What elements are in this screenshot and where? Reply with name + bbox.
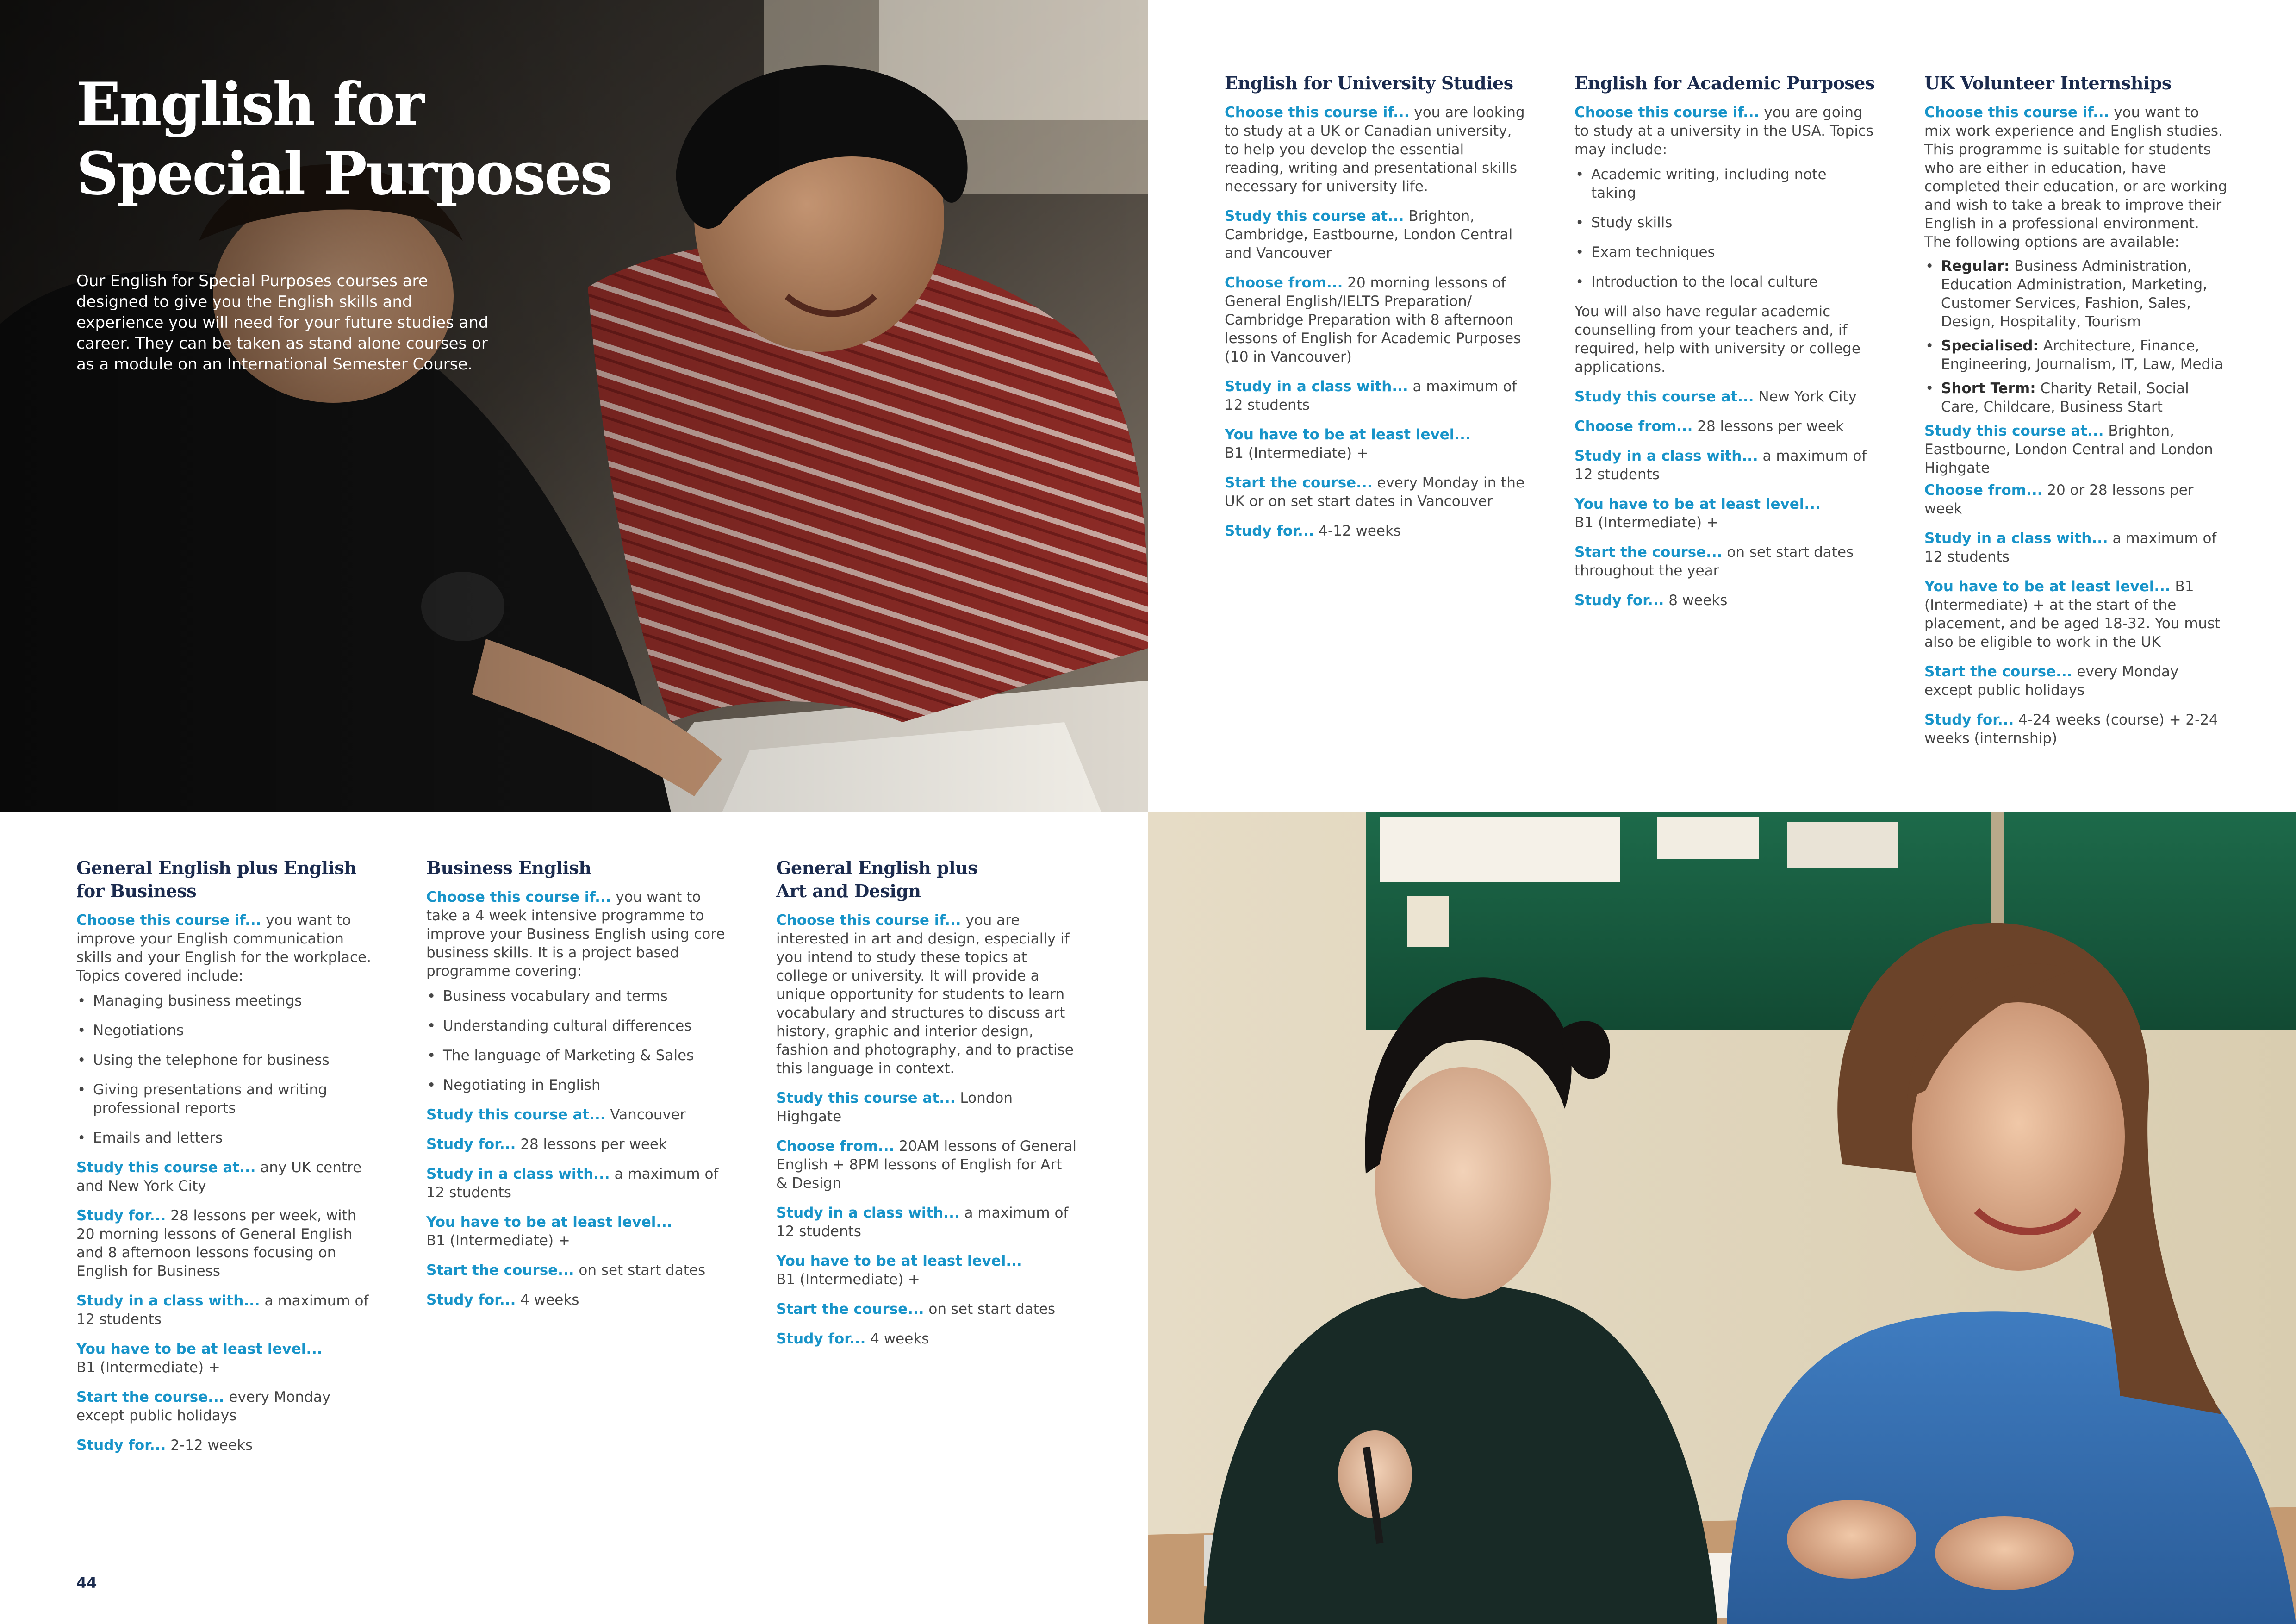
- course-general-english-business: [76, 856, 377, 1466]
- start-label: Start the course...: [76, 1389, 224, 1405]
- choose-from-value: 20 or 28 lessons per week: [1924, 482, 2194, 517]
- choose-if: [76, 911, 377, 985]
- study-at-label: Study this course at...: [426, 1106, 606, 1123]
- choose-if: [1924, 103, 2230, 251]
- duration: [1225, 522, 1525, 540]
- choose-if-label: Choose this course if...: [426, 889, 611, 906]
- level: [776, 1252, 1077, 1289]
- choose-from-label: Choose from...: [1574, 418, 1693, 435]
- study-at-value: Brighton, Cambridge, Eastbourne, London Central and Vancouver: [1225, 208, 1513, 262]
- study-at-label: Study this course at...: [776, 1090, 956, 1106]
- course-heading: [776, 856, 1077, 903]
- title-line-2: Special Purposes: [76, 139, 612, 208]
- course-heading: English for Academic Purposes: [1574, 73, 1875, 94]
- class-size: [1924, 529, 2230, 566]
- topic-list: [426, 987, 727, 1094]
- list-item: • Exam techniques: [1574, 243, 1875, 262]
- course-business-english: [426, 856, 727, 1320]
- start-value: on set start dates throughout the year: [1574, 544, 1854, 579]
- lessons-label: Study for...: [76, 1207, 166, 1224]
- level-label: You have to be at least level...: [1574, 496, 1821, 512]
- options-list: [1924, 257, 2230, 416]
- study-at: [76, 1158, 377, 1195]
- study-at: [426, 1106, 727, 1124]
- option-name: Short Term:: [1941, 380, 2036, 397]
- heading-line-2: Art and Design: [776, 881, 921, 901]
- course-uk-volunteer-internships: [1924, 72, 2230, 759]
- level-value: B1 (Intermediate) +: [1225, 445, 1369, 462]
- start-label: Start the course...: [426, 1262, 574, 1279]
- study-at-label: Study this course at...: [1225, 208, 1404, 225]
- class-size-label: Study in a class with...: [776, 1205, 960, 1221]
- choose-if-label: Choose this course if...: [776, 912, 961, 929]
- start: [426, 1261, 727, 1280]
- study-at-value: Brighton, Eastbourne, London Central and London Highgate: [1924, 423, 2213, 476]
- level-label: You have to be at least level...: [426, 1214, 672, 1230]
- class-size-label: Study in a class with...: [76, 1293, 260, 1309]
- duration-value: 4-24 weeks (course) + 2-24 weeks (internship): [1924, 712, 2218, 747]
- study-at-label: Study this course at...: [76, 1159, 256, 1176]
- start-label: Start the course...: [1924, 663, 2072, 680]
- list-item: • Using the telephone for business: [76, 1051, 377, 1069]
- class-size-label: Study in a class with...: [1924, 530, 2108, 547]
- start: [1225, 474, 1525, 511]
- duration-label: Study for...: [426, 1292, 516, 1308]
- duration: [76, 1436, 377, 1455]
- list-item: • Understanding cultural differences: [426, 1017, 727, 1035]
- list-item: [1924, 257, 2230, 331]
- start-value: every Monday in the UK or on set start dates in Vancouver: [1225, 475, 1525, 510]
- start: [776, 1300, 1077, 1318]
- page-number: 44: [76, 1574, 97, 1592]
- lessons: [76, 1206, 377, 1280]
- study-at-value: any UK centre and New York City: [76, 1159, 362, 1194]
- choose-from: [1924, 481, 2230, 518]
- choose-if-value: you want to improve your English communication skills and your English for the workplace. Topics covered include:: [76, 912, 371, 984]
- class-size-value: a maximum of 12 students: [776, 1205, 1069, 1240]
- duration: [1574, 591, 1875, 610]
- start-value: every Monday except public holidays: [1924, 663, 2179, 699]
- choose-from-label: Choose from...: [776, 1138, 895, 1155]
- lessons: [426, 1135, 727, 1154]
- class-size-label: Study in a class with...: [1225, 378, 1408, 395]
- choose-if-value: you are interested in art and design, especially if you intend to study these topics at college or university. It will provide a unique opportunity for students to learn vocabulary and structures to discuss art history, graphic and interior design, fashion and photography, and to practise this language in context.: [776, 912, 1074, 1077]
- level: [1574, 495, 1875, 532]
- course-english-university-studies: [1225, 72, 1525, 551]
- class-size: [1225, 377, 1525, 414]
- course-heading: English for University Studies: [1225, 73, 1513, 94]
- choose-if: [1574, 103, 1875, 159]
- start: [1924, 662, 2230, 700]
- class-size: [1574, 447, 1875, 484]
- list-item: • The language of Marketing & Sales: [426, 1046, 727, 1065]
- choose-if: [426, 888, 727, 981]
- course-heading: [76, 856, 377, 903]
- choose-from-value: 28 lessons per week: [1692, 418, 1844, 435]
- list-item: • Giving presentations and writing professional reports: [76, 1081, 377, 1118]
- list-item: • Negotiations: [76, 1021, 377, 1040]
- level: [426, 1213, 727, 1250]
- level: [1924, 577, 2230, 651]
- start: [76, 1388, 377, 1425]
- choose-if-value: you want to mix work experience and English studies. This programme is suitable for students who are either in education, have completed their education, or are working and wish to take a break to improve their English in a professional environment. The following options are available:: [1924, 104, 2228, 250]
- option-name: Regular:: [1941, 258, 2010, 275]
- duration-value: 4 weeks: [516, 1292, 579, 1308]
- choose-if-label: Choose this course if...: [1574, 104, 1760, 121]
- choose-if-label: Choose this course if...: [1225, 104, 1410, 121]
- level-value: B1 (Intermediate) +: [776, 1271, 920, 1288]
- list-item: • Introduction to the local culture: [1574, 273, 1875, 291]
- option-text: Business Administration, Education Administration, Marketing, Customer Services, Fashion, Sales, Design, Hospitality, Tourism: [1941, 258, 2208, 330]
- option-text: Charity Retail, Social Care, Childcare, Business Start: [1941, 380, 2189, 415]
- choose-from-value: 20 morning lessons of General English/IELTS Preparation/ Cambridge Preparation with 8 afternoon lessons of English for Academic Purposes (10 in Vancouver): [1225, 275, 1521, 365]
- course-general-english-art-design: [776, 856, 1077, 1359]
- list-item: • Study skills: [1574, 213, 1875, 232]
- choose-if-value: you are looking to study at a UK or Canadian university, to help you develop the essential reading, writing and presentational skills necessary for university life.: [1225, 104, 1525, 195]
- choose-if-value: you want to take a 4 week intensive programme to improve your Business English using core business skills. It is a project based programme covering:: [426, 889, 725, 980]
- duration-label: Study for...: [776, 1330, 866, 1347]
- choose-from: [1574, 417, 1875, 436]
- level-value: B1 (Intermediate) + at the start of the placement, and be aged 18-32. You must also be eligible to work in the UK: [1924, 578, 2221, 650]
- class-size: [426, 1165, 727, 1202]
- duration-value: 4-12 weeks: [1314, 523, 1401, 539]
- choose-from: [776, 1137, 1077, 1193]
- duration: [426, 1291, 727, 1309]
- choose-if: [1225, 103, 1525, 196]
- list-item: [1924, 337, 2230, 374]
- class-size-value: a maximum of 12 students: [76, 1293, 369, 1328]
- class-size-label: Study in a class with...: [426, 1166, 610, 1182]
- class-size: [776, 1204, 1077, 1241]
- class-size-value: a maximum of 12 students: [1924, 530, 2217, 565]
- level-label: You have to be at least level...: [776, 1253, 1022, 1269]
- heading-line-1: General English plus: [776, 857, 978, 878]
- topic-list: [1574, 165, 1875, 291]
- duration-label: Study for...: [76, 1437, 166, 1454]
- study-at-label: Study this course at...: [1924, 423, 2104, 439]
- choose-from-label: Choose from...: [1924, 482, 2043, 499]
- duration-label: Study for...: [1574, 592, 1664, 609]
- list-item: [1924, 379, 2230, 416]
- start-value: on set start dates: [924, 1301, 1056, 1318]
- choose-from-value: 20AM lessons of General English + 8PM lessons of English for Art & Design: [776, 1138, 1077, 1192]
- heading-line-1: General English plus English: [76, 857, 357, 878]
- study-at-value: London Highgate: [776, 1090, 1013, 1125]
- intro-paragraph: Our English for Special Purposes courses are designed to give you the English skills and experience you will need for your future studies and career. They can be taken as stand alone courses or as a module on an International Semester Course.: [76, 272, 489, 374]
- duration-label: Study for...: [1924, 712, 2014, 728]
- start-value: every Monday except public holidays: [76, 1389, 331, 1424]
- study-at-label: Study this course at...: [1574, 388, 1754, 405]
- start-label: Start the course...: [776, 1301, 924, 1318]
- level-label: You have to be at least level...: [1225, 426, 1471, 443]
- study-at-value: New York City: [1754, 388, 1857, 405]
- lessons-value: 28 lessons per week: [516, 1136, 667, 1153]
- option-text: Architecture, Finance, Engineering, Journalism, IT, Law, Media: [1941, 337, 2223, 373]
- level: [76, 1340, 377, 1377]
- choose-if-label: Choose this course if...: [76, 912, 261, 929]
- option-name: Specialised:: [1941, 337, 2039, 354]
- lessons-label: Study for...: [426, 1136, 516, 1153]
- level-label: You have to be at least level...: [76, 1341, 323, 1357]
- class-size-value: a maximum of 12 students: [1225, 378, 1517, 413]
- level: [1225, 425, 1525, 462]
- start-value: on set start dates: [574, 1262, 706, 1279]
- duration-value: 4 weeks: [865, 1330, 929, 1347]
- course-english-academic-purposes: [1574, 72, 1875, 621]
- list-item: • Academic writing, including note taking: [1574, 165, 1875, 202]
- choose-if-label: Choose this course if...: [1924, 104, 2109, 121]
- start: [1574, 543, 1875, 580]
- start-label: Start the course...: [1225, 475, 1373, 491]
- duration-value: 2-12 weeks: [166, 1437, 253, 1454]
- course-heading: Business English: [426, 857, 591, 878]
- level-value: B1 (Intermediate) +: [76, 1359, 220, 1376]
- classroom-students-photo: [1148, 812, 2296, 1624]
- title-line-1: English for: [76, 70, 423, 138]
- level-label: You have to be at least level...: [1924, 578, 2171, 595]
- level-value: B1 (Intermediate) +: [1574, 514, 1718, 531]
- class-size: [76, 1292, 377, 1329]
- list-item: • Managing business meetings: [76, 992, 377, 1010]
- choose-from: [1225, 274, 1525, 366]
- course-heading: UK Volunteer Internships: [1924, 73, 2172, 94]
- list-item: • Business vocabulary and terms: [426, 987, 727, 1006]
- study-at: [1924, 422, 2230, 477]
- level-value: B1 (Intermediate) +: [426, 1232, 570, 1249]
- start-label: Start the course...: [1574, 544, 1723, 561]
- page-title: [76, 69, 678, 208]
- heading-line-2: for Business: [76, 881, 197, 901]
- choose-from-label: Choose from...: [1225, 275, 1343, 291]
- study-at: [776, 1089, 1077, 1126]
- duration: [1924, 711, 2230, 748]
- study-at: [1225, 207, 1525, 262]
- list-item: • Emails and letters: [76, 1129, 377, 1147]
- duration: [776, 1330, 1077, 1348]
- lessons-value: 28 lessons per week, with 20 morning lessons of General English and 8 afternoon lessons focusing on English for Business: [76, 1207, 357, 1280]
- duration-value: 8 weeks: [1664, 592, 1728, 609]
- class-size-value: a maximum of 12 students: [1574, 448, 1867, 483]
- choose-if: [776, 911, 1077, 1078]
- list-item: • Negotiating in English: [426, 1076, 727, 1094]
- topic-list: [76, 992, 377, 1147]
- class-size-label: Study in a class with...: [1574, 448, 1758, 464]
- class-size-value: a maximum of 12 students: [426, 1166, 719, 1201]
- counselling-note: You will also have regular academic counselling from your teachers and, if required, help with university or college applications.: [1574, 303, 1860, 375]
- study-at-value: Vancouver: [605, 1106, 686, 1123]
- study-at: [1574, 387, 1875, 406]
- choose-if-value: you are going to study at a university in the USA. Topics may include:: [1574, 104, 1874, 158]
- duration-label: Study for...: [1225, 523, 1314, 539]
